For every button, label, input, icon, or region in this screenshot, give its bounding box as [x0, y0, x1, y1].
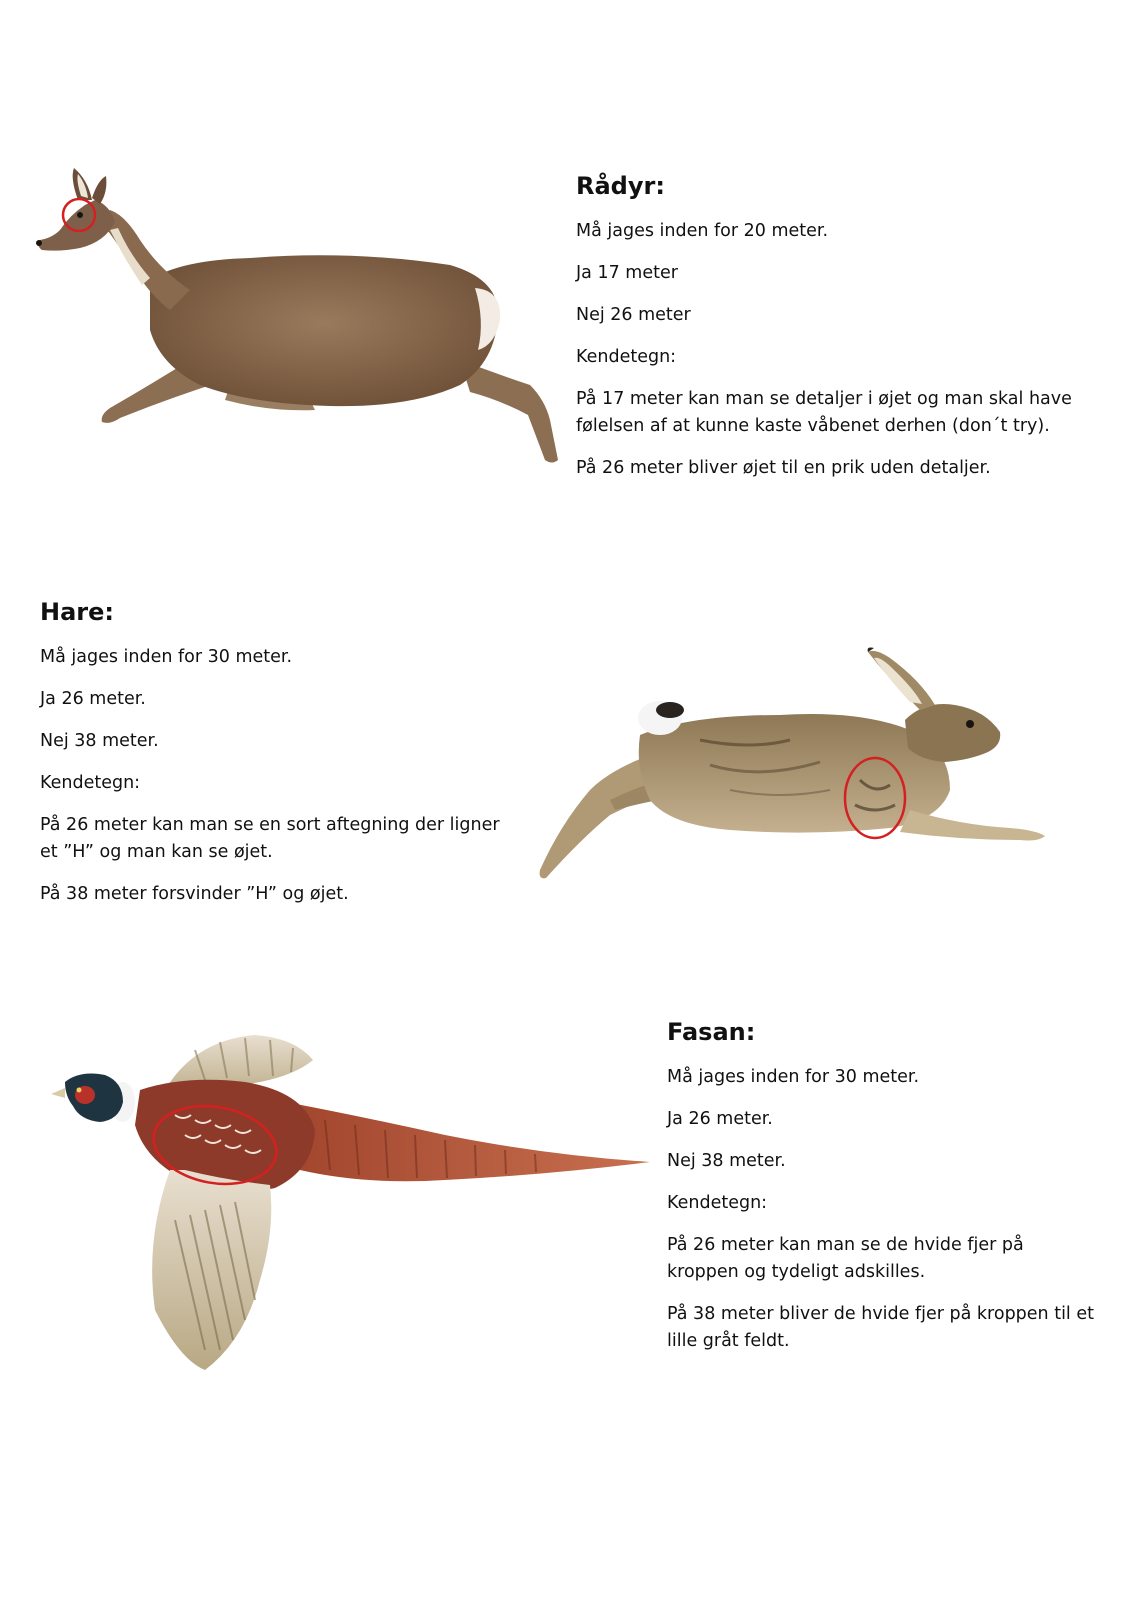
section-fasan	[667, 1018, 1097, 1370]
no-distance: Nej 38 meter.	[40, 731, 159, 751]
section-heading: Hare:	[40, 598, 114, 626]
feature-near: På 17 meter kan man se detaljer i øjet og man skal have følelsen af at kunne kaste våbenet derhen (don´t try).	[576, 389, 1072, 436]
feature-far: På 26 meter bliver øjet til en prik uden detaljer.	[576, 458, 991, 478]
yes-distance: Ja 17 meter	[576, 263, 678, 283]
features-label: Kendetegn:	[40, 773, 141, 793]
roe-deer-illustration	[30, 160, 570, 480]
rule-text: Må jages inden for 20 meter.	[576, 221, 829, 241]
section-hare	[40, 598, 510, 923]
yes-distance: Ja 26 meter.	[40, 689, 146, 709]
pheasant-illustration	[45, 1020, 655, 1380]
feature-far: På 38 meter bliver de hvide fjer på kroppen til et lille gråt feldt.	[667, 1304, 1094, 1351]
feature-far: På 38 meter forsvinder ”H” og øjet.	[40, 884, 349, 904]
rule-text: Må jages inden for 30 meter.	[40, 647, 293, 667]
rule-text: Må jages inden for 30 meter.	[667, 1067, 920, 1087]
yes-distance: Ja 26 meter.	[667, 1109, 773, 1129]
section-heading: Rådyr:	[576, 172, 665, 200]
hare-illustration	[530, 640, 1060, 890]
feature-near: På 26 meter kan man se de hvide fjer på kroppen og tydeligt adskilles.	[667, 1235, 1024, 1282]
feature-near: På 26 meter kan man se en sort aftegning der ligner et ”H” og man kan se øjet.	[40, 815, 500, 862]
features-label: Kendetegn:	[576, 347, 677, 367]
features-label: Kendetegn:	[667, 1193, 768, 1213]
no-distance: Nej 26 meter	[576, 305, 691, 325]
section-radyr	[576, 172, 1076, 497]
section-heading: Fasan:	[667, 1018, 756, 1046]
no-distance: Nej 38 meter.	[667, 1151, 786, 1171]
